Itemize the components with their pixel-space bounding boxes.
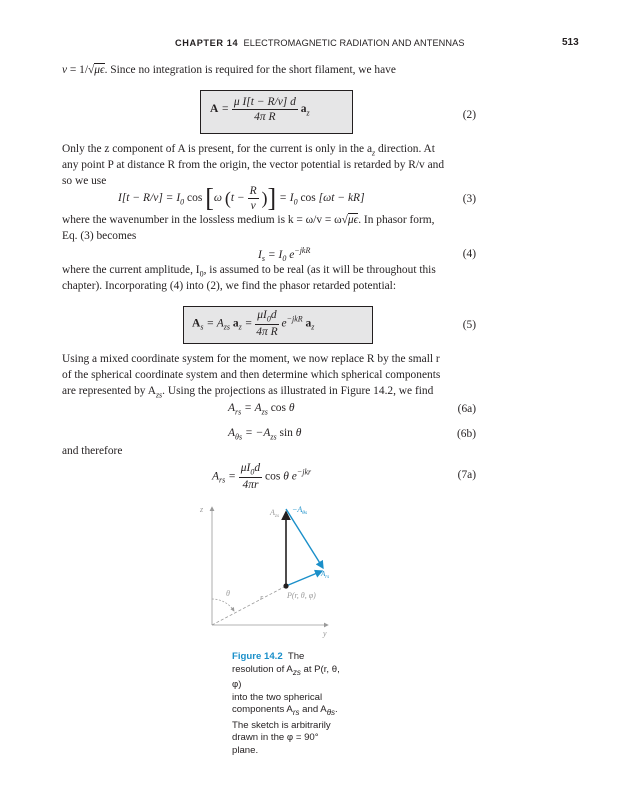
paragraph-3-line-1: where the wavenumber in the lossless medium is k = ω/v = ω√μϵ. In phasor form, <box>62 214 435 226</box>
equation-number-4: (4) <box>462 248 476 260</box>
equation-number-3: (3) <box>462 193 476 205</box>
equation-number-5: (5) <box>462 319 476 331</box>
chapter-label: CHAPTER 14 <box>175 38 239 48</box>
radius-line <box>212 586 286 625</box>
equation-6a: $A_{rs} = A_{zs}$ cos θ <box>228 402 295 417</box>
paragraph-2-line-3: so we use <box>62 175 107 187</box>
z-axis-label: z <box>200 505 204 514</box>
figure-14-2 <box>190 495 345 645</box>
paragraph-1: v = 1/√μϵ. Since no integration is required for the short filament, we have <box>62 64 396 76</box>
point-label: P(r, θ, φ) <box>287 591 316 600</box>
equation-4: $I_s = I_0$ $e^{-jkR}$ <box>258 246 311 264</box>
equation-3: $I[t - R/v] = I_0$ cos [ω (t − $\frac{R}{v}$ )] = $I_0$ cos [ωt − kR] <box>118 183 365 213</box>
equation-number-2: (2) <box>462 109 476 121</box>
paragraph-2-line-1: Only the z component of A is present, for the current is only in the $a_z$ direction. At <box>62 143 435 158</box>
equation-6b: $A_{\theta s} = -A_{zs}$ sin θ <box>228 427 302 442</box>
theta-arc <box>212 599 234 611</box>
caption-label: Figure 14.2 <box>232 651 283 662</box>
point-p <box>283 583 288 588</box>
figure-caption: Figure 14.2 The resolution of $A_{zs}$ at P(r, θ, φ) into the two spherical components $A_{rs}$ and $A_{\theta s}$. The sketch is arbitrarily drawn in the φ = 90° plane. <box>232 651 340 756</box>
equation-5: $A_s = A_{zs}$ $a_z$ = $\frac{\mu I_0d}{\text{4π R}}$ $e^{-jkR}$ $a_z$ <box>192 309 315 339</box>
equation-number-6a: (6a) <box>457 403 476 415</box>
equation-number-7a: (7a) <box>457 469 476 481</box>
chapter-title: ELECTROMAGNETIC RADIATION AND ANTENNAS <box>243 38 465 48</box>
paragraph-5-line-3: are represented by $A_{zs}$. Using the projections as illustrated in Figure 14.2, we find <box>62 385 434 400</box>
theta-label: θ <box>226 589 230 598</box>
y-axis-label: y <box>323 629 327 638</box>
equation-2: A = $\frac{\text{μ I[t − R/v] d}}{\text{4π R}}$ $a_z$ <box>210 96 310 123</box>
equation-number-6b: (6b) <box>457 428 476 440</box>
ars-label: $A_{rs}$ <box>321 570 330 580</box>
r-label: r <box>260 593 264 602</box>
atheta-vector <box>286 509 323 568</box>
azs-label: $A_{zs}$ <box>270 508 280 519</box>
paragraph-2-line-2: any point P at distance R from the origin, the vector potential is retarded by R/v and <box>62 159 445 171</box>
ars-vector <box>286 571 322 586</box>
paragraph-5-line-1: Using a mixed coordinate system for the moment, we now replace R by the small r <box>62 353 440 365</box>
running-header <box>175 38 465 48</box>
equation-7a: $A_{rs}$ = $\frac{\mu I_0d}{4\pi r}$ cos θ $e^{-jkr}$ <box>212 462 312 492</box>
paragraph-3-line-2: Eq. (3) becomes <box>62 230 137 242</box>
paragraph-6: and therefore <box>62 445 123 457</box>
paragraph-4-line-2: chapter). Incorporating (4) into (2), we find the phasor retarded potential: <box>62 280 396 292</box>
atheta-label: $-A_{\theta s}$ <box>292 505 308 516</box>
paragraph-4-line-1: where the current amplitude, $I_0$, is assumed to be real (as it will be throughout this <box>62 264 436 279</box>
paragraph-5-line-2: of the spherical coordinate system and then determine which spherical components <box>62 369 441 381</box>
page-number: 513 <box>562 37 579 48</box>
